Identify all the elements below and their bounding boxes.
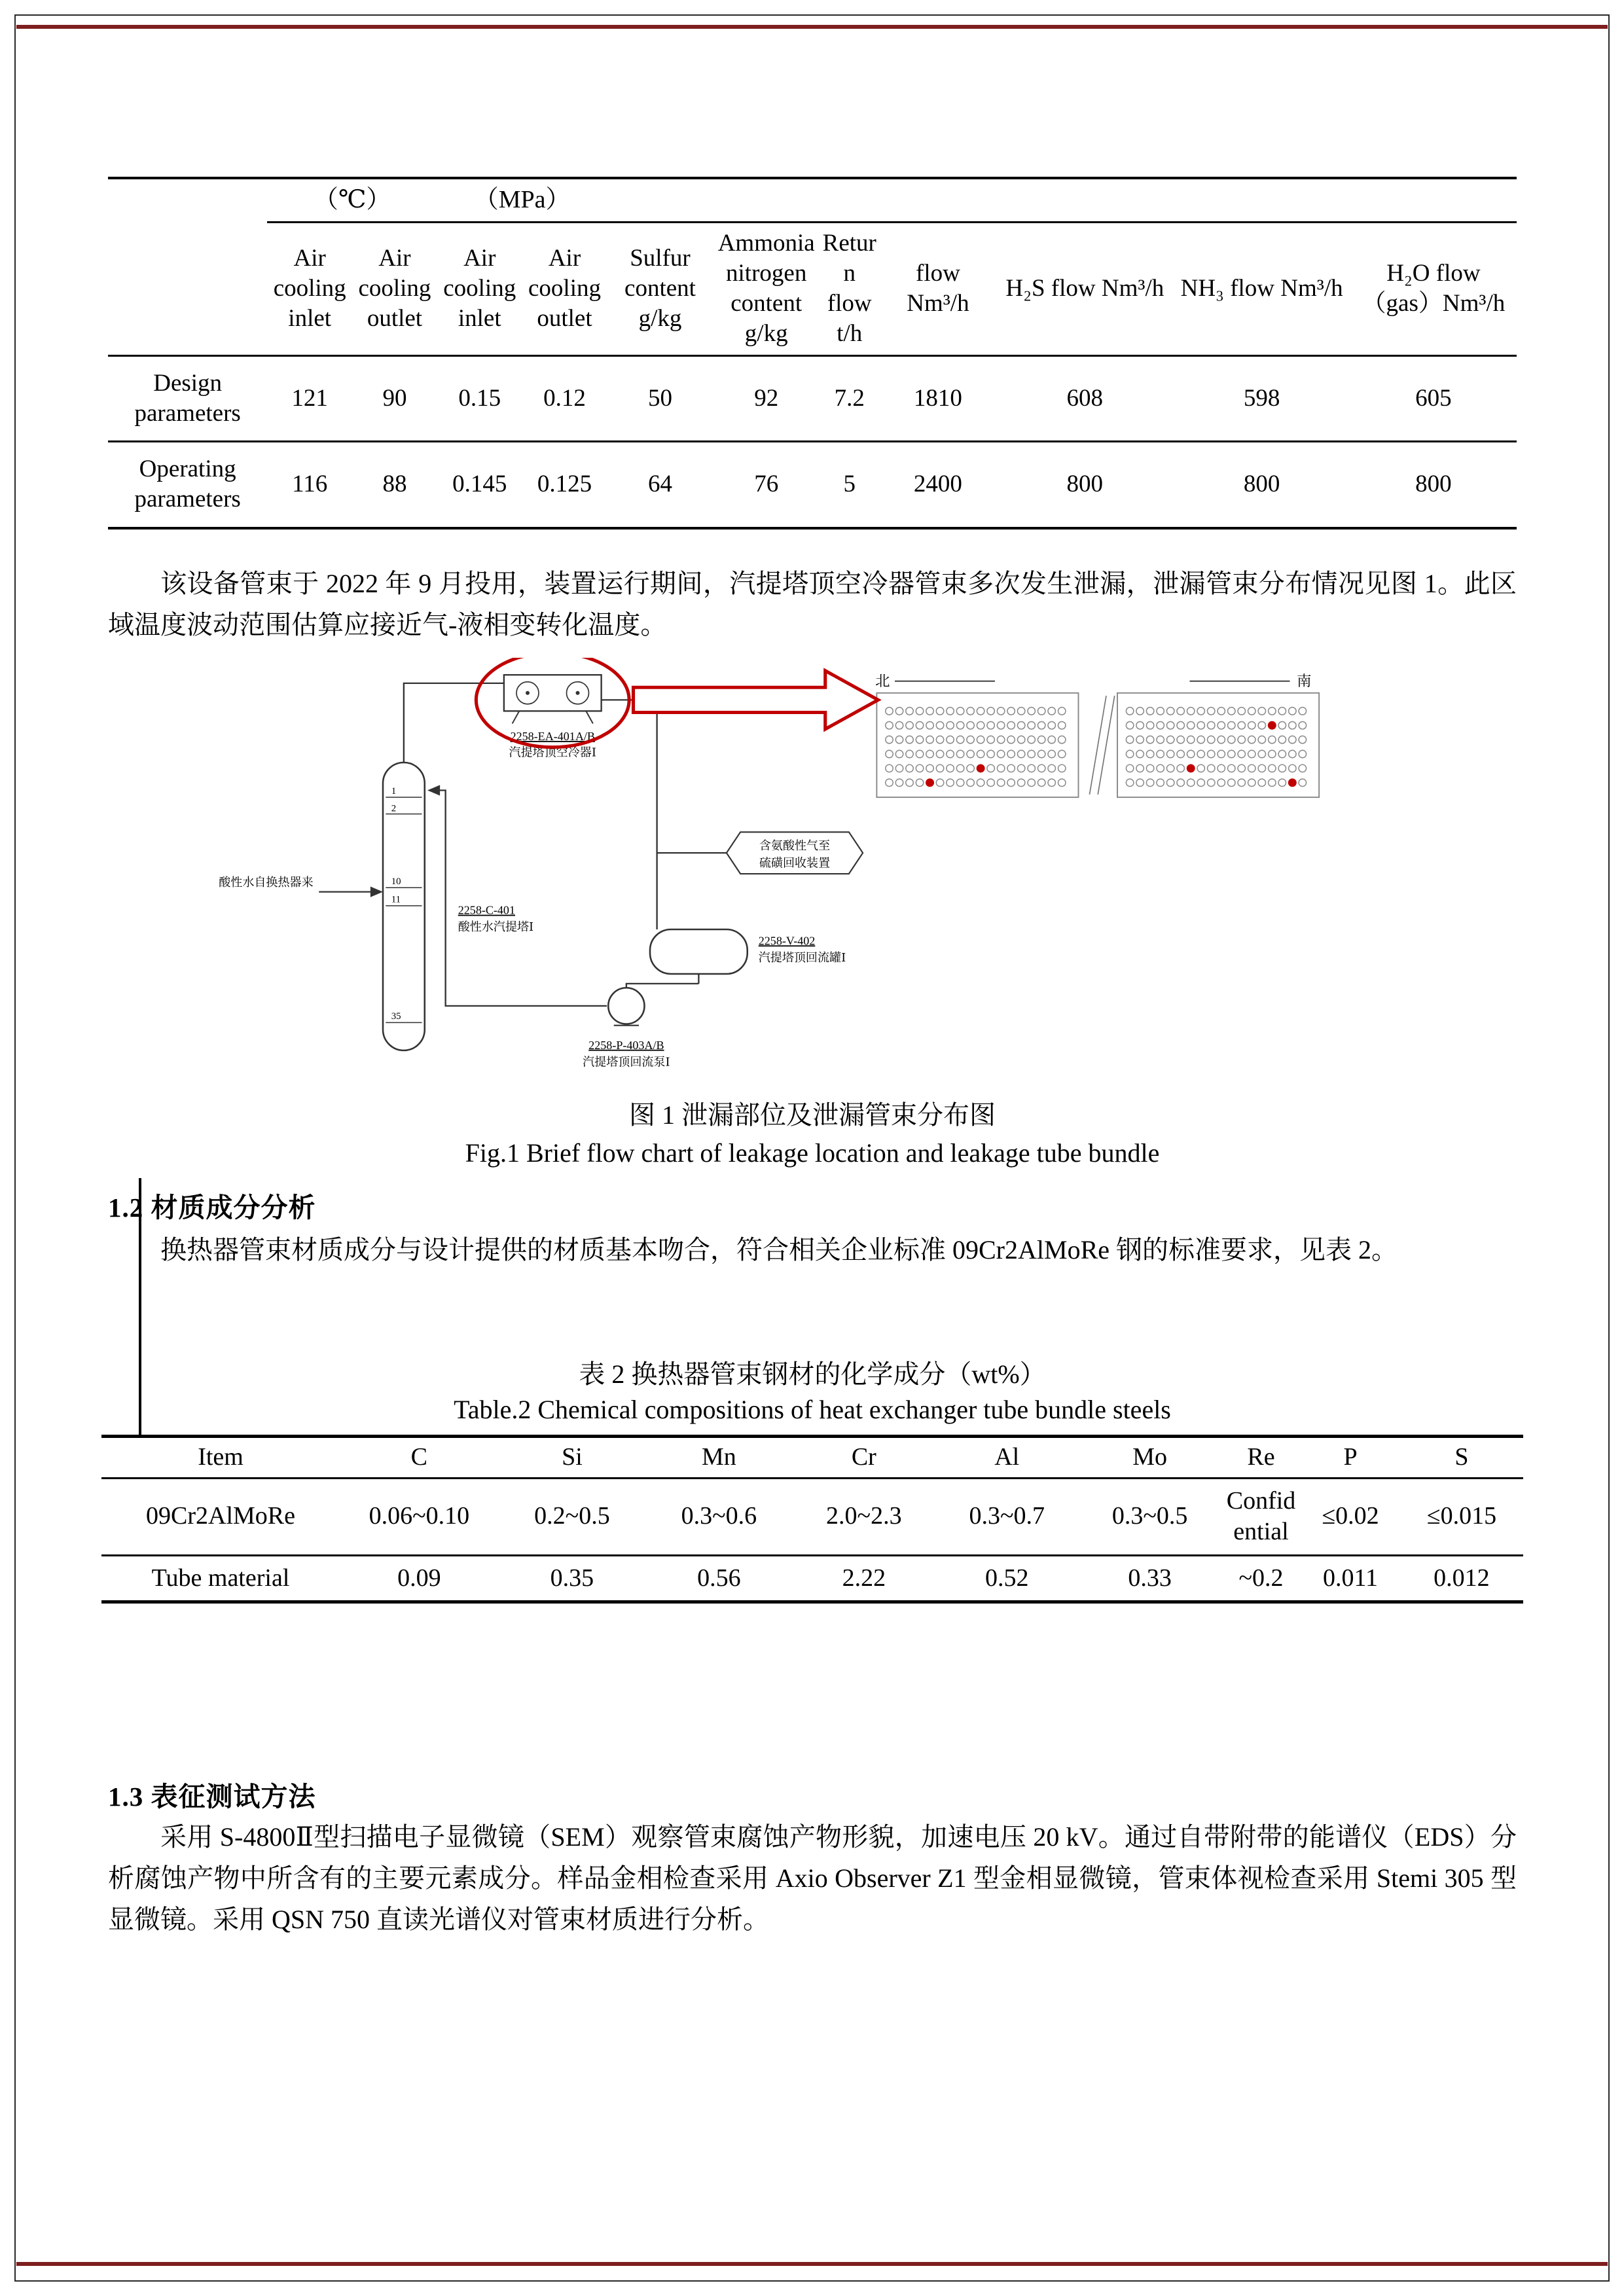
reflux-drum	[650, 929, 748, 974]
cell: ≤0.015	[1400, 1478, 1523, 1555]
cell: 88	[382, 471, 407, 498]
cell: 0.3~0.5	[1078, 1478, 1221, 1555]
leak-pointer-arrow	[634, 671, 878, 729]
cell: Confidential	[1221, 1478, 1301, 1555]
section-1-2-paragraph-block	[108, 1229, 1517, 1270]
pump-name: 汽提塔顶回流泵Ⅰ	[583, 1055, 670, 1069]
gas-label-line1: 含氨酸性气至	[759, 838, 831, 852]
col-header: Mo	[1078, 1437, 1221, 1479]
reflux-pump	[608, 988, 644, 1024]
cell: 0.145	[452, 471, 507, 498]
section-1-2-heading: 1.2 材质成分分析	[108, 1193, 316, 1223]
flow-diagram	[216, 658, 1329, 1090]
figure-caption-zh: 图 1 泄漏部位及泄漏管束分布图	[629, 1100, 996, 1130]
intro-paragraph-block	[108, 563, 1517, 645]
column-header-row	[108, 222, 1517, 355]
cell: 0.09	[397, 1564, 441, 1592]
col-header: H₂O flow（gas）Nm³/h	[1350, 222, 1517, 355]
cell: 0.011	[1322, 1564, 1379, 1592]
col-header: Al	[935, 1437, 1078, 1479]
drum-tag: 2258-V-402	[758, 934, 816, 948]
cell: ~0.2	[1238, 1564, 1284, 1592]
col-header: Air cooling inlet	[437, 222, 522, 355]
cell: 598	[1173, 355, 1350, 442]
chemical-composition-table	[101, 1435, 1523, 1604]
col-header: Ammonia nitrogen content g/kg	[713, 222, 820, 355]
unit-mpa: （MPa）	[437, 178, 607, 222]
cell: 0.06~0.10	[340, 1478, 499, 1555]
north-label: 北	[875, 673, 890, 690]
col-header: Re	[1221, 1437, 1301, 1479]
col-header: Mn	[645, 1437, 792, 1479]
cooler-name: 汽提塔顶空冷器Ⅰ	[509, 745, 596, 759]
cell: 0.56	[697, 1564, 741, 1592]
cell: 2400	[913, 471, 962, 498]
cell: 0.012	[1434, 1564, 1490, 1592]
break-mark	[1098, 696, 1115, 795]
section-1-2-heading-block	[108, 1186, 1517, 1225]
cooler-tag: 2258-EA-401A/B	[510, 730, 595, 743]
col-header: P	[1301, 1437, 1400, 1479]
unit-celsius: （℃）	[267, 178, 437, 222]
section-1-3-paragraph: 采用 S-4800Ⅱ型扫描电子显微镜（SEM）观察管束腐蚀产物形貌，加速电压 20 kV。通过自带附带的能谱仪（EDS）分析腐蚀产物中所含有的主要元素成分。样品金相检查采用 Axio Observer Z1 型金相显微镜，管束体视检查采用 Stemi 305 型显微镜。采用 QSN 750 直读光谱仪对管束材质进行分析。	[108, 1822, 1517, 1935]
cell: 0.35	[550, 1564, 594, 1592]
cell: 0.3~0.7	[935, 1478, 1078, 1555]
col-header: Air cooling outlet	[352, 222, 437, 355]
cell: 800	[1066, 471, 1104, 498]
cell: 64	[647, 471, 672, 498]
cell: 7.2	[820, 355, 880, 442]
cell: 0.33	[1128, 1564, 1172, 1592]
reflux-arrowhead	[427, 785, 440, 795]
cell: 800	[1415, 471, 1452, 498]
bottom-rule	[16, 2262, 1608, 2266]
cell: ≤0.02	[1301, 1478, 1400, 1555]
col-header: Air cooling outlet	[522, 222, 607, 355]
col-header: H₂S flow Nm³/h	[996, 222, 1173, 355]
cell: 5	[843, 471, 856, 498]
cell: 0.15	[437, 355, 522, 442]
tray-number: 1	[391, 785, 397, 797]
col-header: Cr	[793, 1437, 935, 1479]
intro-paragraph: 该设备管束于 2022 年 9 月投用，装置运行期间，汽提塔顶空冷器管束多次发生泄漏，泄漏管束分布情况见图 1。此区域温度波动范围估算应接近气-液相变转化温度。	[108, 569, 1517, 640]
break-mark	[1090, 696, 1107, 795]
table-row	[101, 1478, 1523, 1555]
cell: 0.12	[522, 355, 607, 442]
cell: 50	[607, 355, 713, 442]
tray-number: 35	[391, 1011, 401, 1022]
feed-arrowhead	[370, 887, 383, 897]
col-header: Air cooling inlet	[267, 222, 352, 355]
tray-number: 2	[391, 803, 397, 814]
cell: 0.2~0.5	[499, 1478, 645, 1555]
col-header: Si	[499, 1437, 645, 1479]
col-header: NH₃ flow Nm³/h	[1173, 222, 1350, 355]
tray-number: 11	[391, 894, 401, 905]
row-label: Design parameters	[108, 355, 267, 442]
drum-name: 汽提塔顶回流罐Ⅰ	[758, 950, 846, 964]
cell: 2.0~2.3	[793, 1478, 935, 1555]
table-2-caption-zh: 表 2 换热器管束钢材的化学成分（wt%）	[579, 1359, 1046, 1389]
unit-filler	[607, 178, 1517, 222]
col-header: S	[1400, 1437, 1523, 1479]
cell: 608	[996, 355, 1173, 442]
cell: 1810	[880, 355, 996, 442]
row-label-header	[108, 222, 267, 355]
section-1-3-paragraph-block	[108, 1816, 1517, 1941]
air-cooler	[504, 675, 602, 723]
table-row	[108, 442, 1517, 528]
cell: 605	[1350, 355, 1517, 442]
pump-tag: 2258-P-403A/B	[588, 1038, 664, 1052]
unit-header-row	[108, 178, 1517, 222]
cell: 76	[754, 471, 779, 498]
row-label: 09Cr2AlMoRe	[101, 1478, 340, 1555]
table-2-caption-en: Table.2 Chemical compositions of heat exchanger tube bundle steels	[454, 1395, 1171, 1424]
section-1-2-paragraph: 换热器管束材质成分与设计提供的材质基本吻合，符合相关企业标准 09Cr2AlMoRe 钢的标准要求，见表 2。	[160, 1235, 1398, 1265]
col-header: C	[340, 1437, 499, 1479]
cell: 121	[267, 355, 352, 442]
south-label: 南	[1297, 673, 1312, 690]
gas-label-line2: 硫磺回收装置	[759, 856, 831, 870]
col-header: Return flow t/h	[820, 222, 880, 355]
cell: 2.22	[842, 1564, 886, 1592]
table-row	[101, 1555, 1523, 1602]
cell: 0.125	[537, 471, 592, 498]
cell: 116	[292, 471, 328, 498]
tray-number: 10	[391, 876, 401, 887]
row-label: Operating parameters	[134, 456, 241, 513]
column-header-row	[101, 1437, 1523, 1479]
feed-label: 酸性水自换热器来	[219, 876, 314, 889]
empty-corner-cell	[108, 178, 267, 222]
col-header: flow Nm³/h	[880, 222, 996, 355]
tower-tag: 2258-C-401	[458, 903, 515, 917]
cell: 0.52	[984, 1564, 1029, 1592]
section-1-3-heading: 1.3 表征测试方法	[108, 1782, 316, 1812]
cell: 800	[1243, 471, 1280, 498]
tower-name: 酸性水汽提塔Ⅰ	[458, 920, 534, 934]
col-header: Item	[101, 1437, 340, 1479]
figure-1	[216, 658, 1394, 1093]
cell: 0.3~0.6	[645, 1478, 792, 1555]
figure-caption-en: Fig.1 Brief flow chart of leakage location and leakage tube bundle	[465, 1138, 1160, 1168]
stripper-tower	[383, 762, 425, 1050]
top-rule	[16, 25, 1608, 29]
table-row	[108, 355, 1517, 442]
process-parameters-table	[108, 177, 1517, 529]
row-label: Tube material	[151, 1564, 290, 1592]
cell: 92	[713, 355, 820, 442]
cell: 90	[352, 355, 437, 442]
col-header: Sulfur content g/kg	[607, 222, 713, 355]
section-1-3-heading-block	[108, 1775, 1517, 1814]
